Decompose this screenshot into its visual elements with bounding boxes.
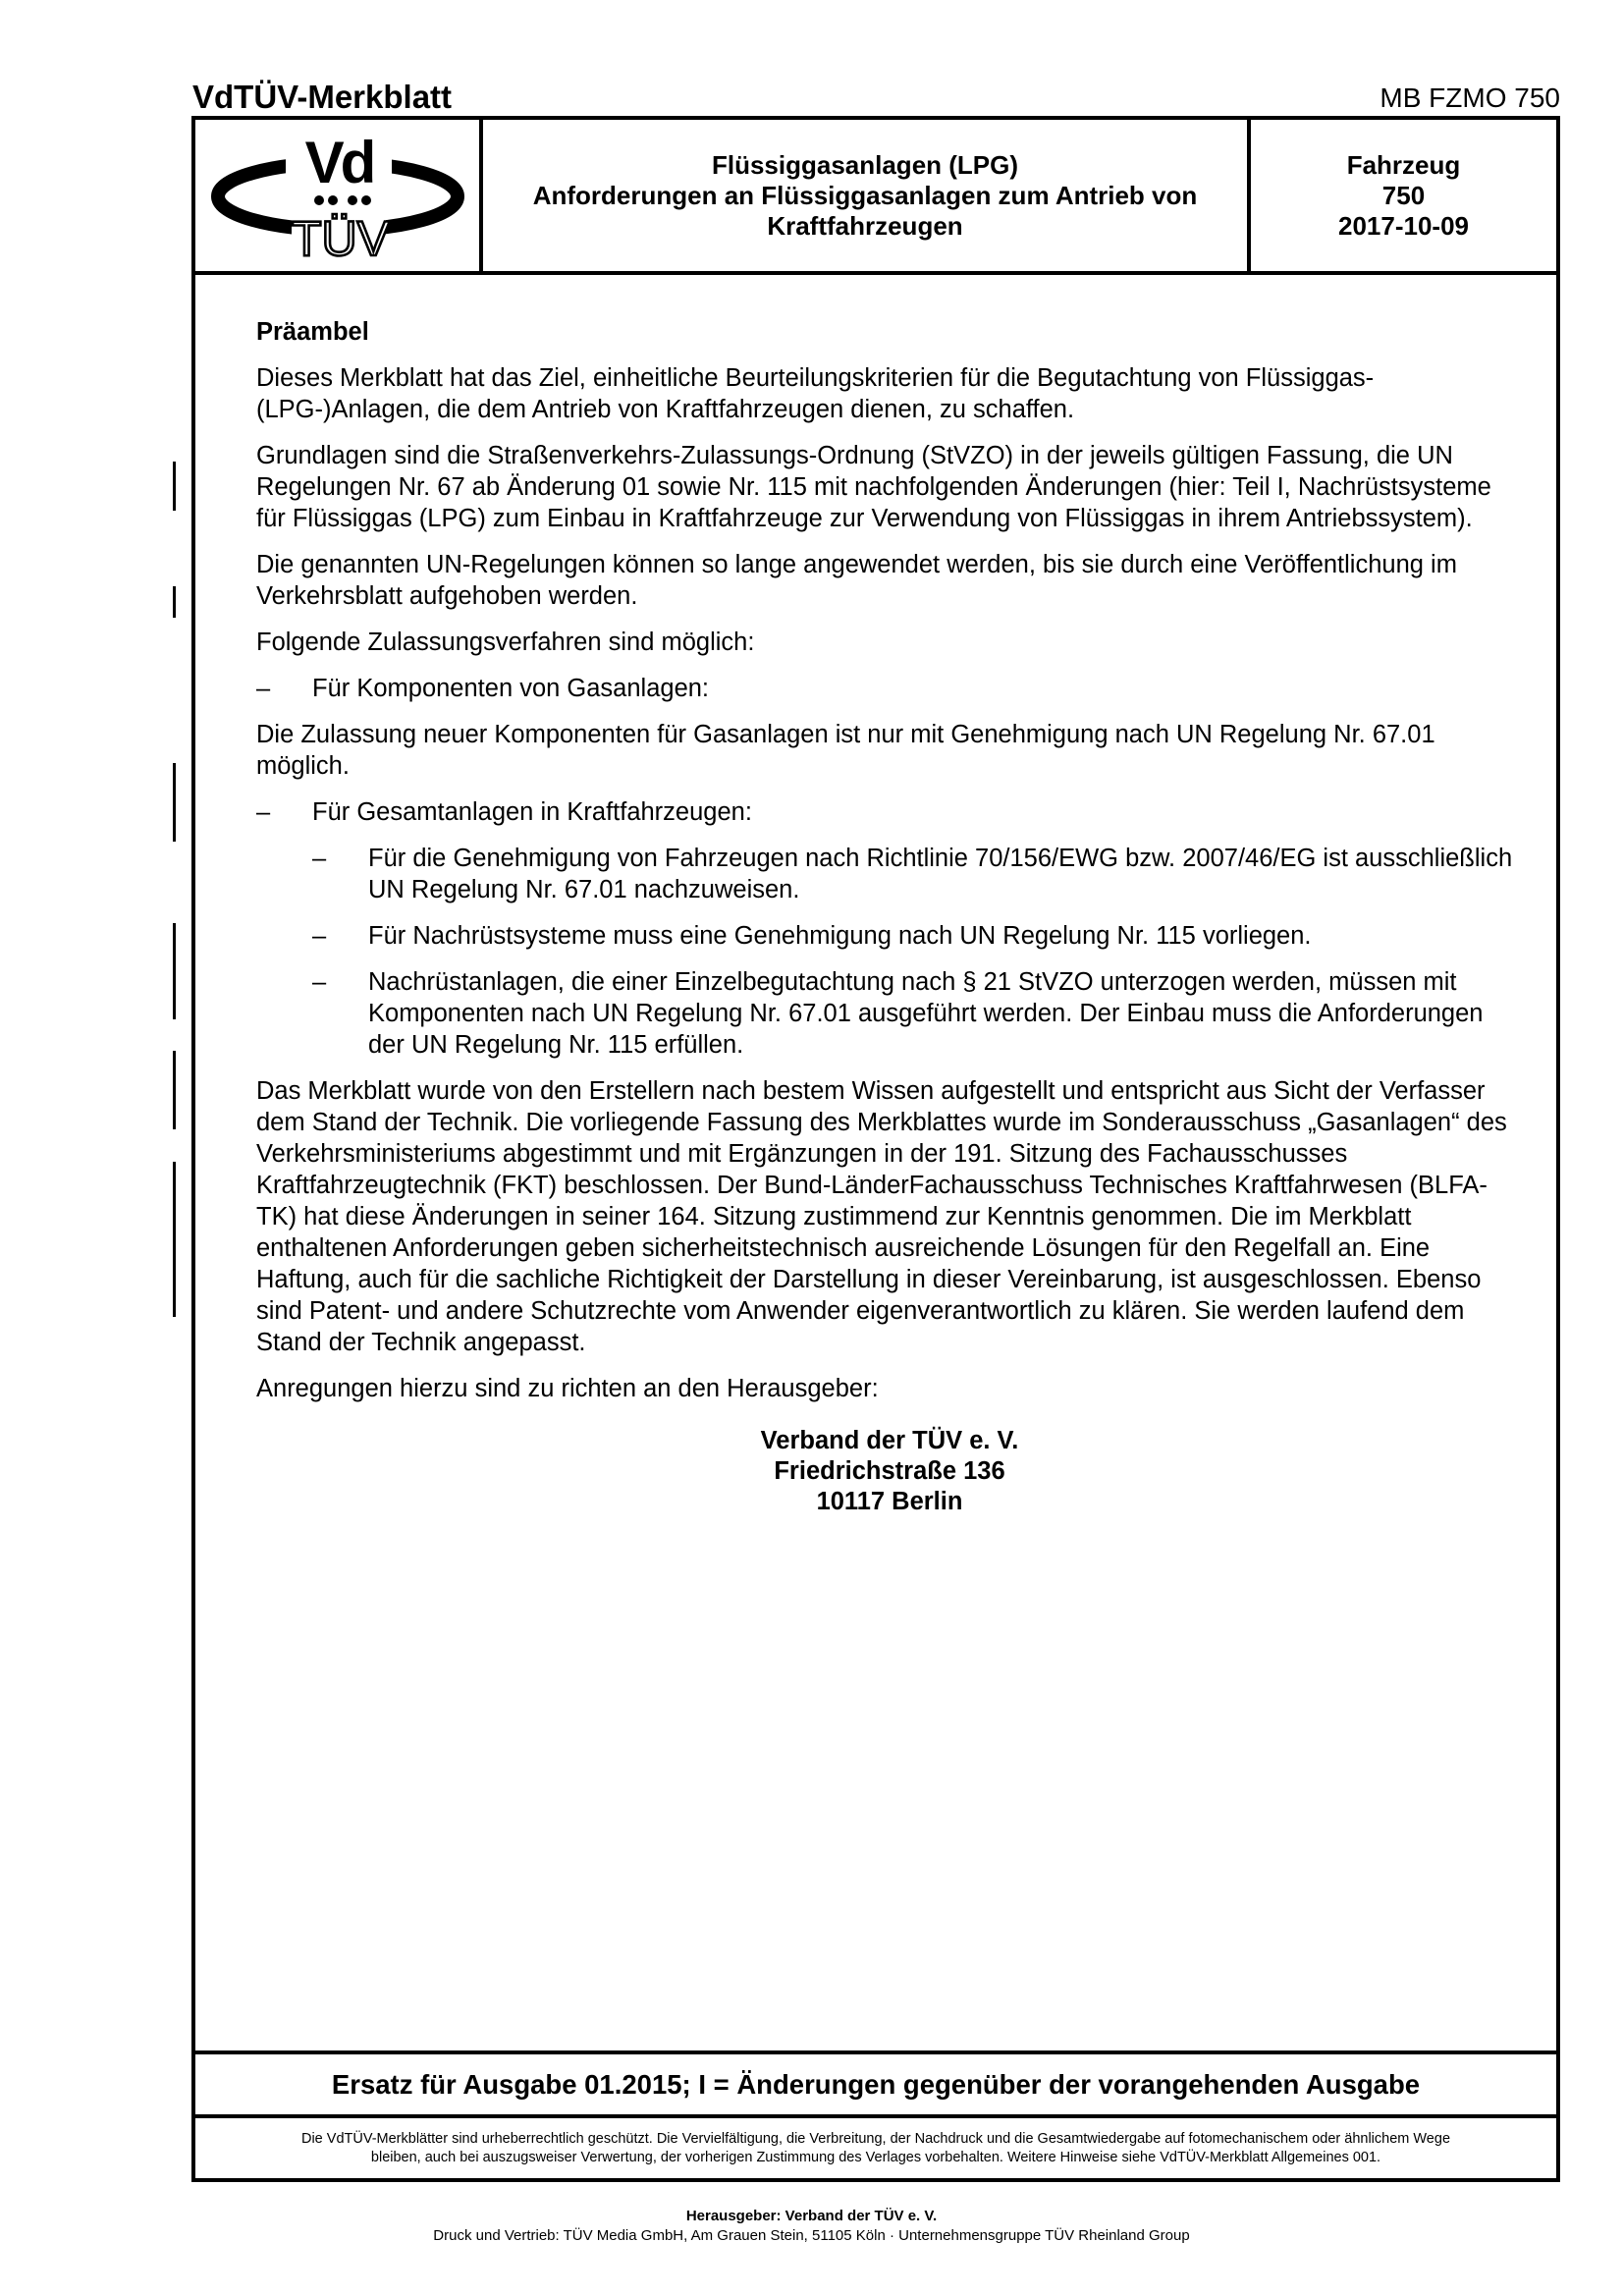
paragraph: Dieses Merkblatt hat das Ziel, einheitliche Beurteilungskriterien für die Begutachtung von Flüssiggas-(LPG-)Anlagen, die dem Antrieb von Kraftfahrzeugen dienen, zu schaffen. <box>256 364 1375 423</box>
document-body <box>256 316 1523 1517</box>
title-line: Anforderungen an Flüssiggasanlagen zum Antrieb von <box>532 180 1198 210</box>
paragraph: Grundlagen sind die Straßenverkehrs-Zulassungs-Ordnung (StVZO) in der jeweils gültigen Fassung, die UN Regelungen Nr. 67 ab Änderung 01 sowie Nr. 115 mit nachfolgenden Änderungen (hier: Teil I, Nachrüstsysteme für Flüssiggas (LPG) zum Einbau in Kraftfahrzeuge zur Verwendung von Flüssiggas in ihrem Antriebssystem). <box>256 442 1491 532</box>
change-bar <box>173 763 176 842</box>
address-line: Friedrichstraße 136 <box>774 1457 1005 1485</box>
paragraph: Die genannten UN-Regelungen können so lange angewendet werden, bis sie durch eine Veröffentlichung im Verkehrsblatt aufgehoben werden. <box>256 551 1457 610</box>
list-dash: – <box>312 845 327 872</box>
header-table <box>195 120 1556 275</box>
document-code: MB FZMO 750 <box>1380 82 1560 113</box>
change-bar <box>173 586 176 618</box>
list-dash: – <box>312 922 327 950</box>
title-line: Kraftfahrzeugen <box>767 210 963 241</box>
change-bar <box>173 1162 176 1317</box>
publisher-address <box>256 1426 1523 1517</box>
publisher-line: Herausgeber: Verband der TÜV e. V. <box>685 2208 938 2224</box>
copyright-line: Die VdTÜV-Merkblätter sind urheberrechtlich geschützt. Die Vervielfältigung, die Verbreitung, der Nachdruck und die Gesamtwiedergabe auf fotomechanischem oder ähnlichem Wege <box>300 2130 1451 2147</box>
section-heading: Präambel <box>256 318 369 346</box>
list-item-text: Für Komponenten von Gasanlagen: <box>312 675 710 702</box>
sub-list-item <box>312 843 1523 905</box>
sub-list-item <box>312 920 1523 952</box>
info-cell <box>1251 120 1556 271</box>
list-dash: – <box>256 798 271 826</box>
list-dash: – <box>256 675 271 702</box>
sub-list-item-text: Nachrüstanlagen, die einer Einzelbegutachtung nach § 21 StVZO unterzogen werden, müssen mit Komponenten nach UN Regelung Nr. 67.01 ausgeführt werden. Der Einbau muss die Anforderungen der UN Regelung Nr. 115 erfüllen. <box>368 968 1484 1059</box>
logo-text-top: Vd <box>304 130 373 195</box>
list-item <box>256 796 1523 828</box>
category-label: Fahrzeug <box>1346 149 1461 180</box>
title-cell <box>483 120 1251 271</box>
document-series-label: VdTÜV-Merkblatt <box>192 79 453 115</box>
sub-list-item-text: Für Nachrüstsysteme muss eine Genehmigung nach UN Regelung Nr. 115 vorliegen. <box>368 922 1312 950</box>
copyright-notice <box>195 2118 1556 2178</box>
replacement-note: Ersatz für Ausgabe 01.2015; I = Änderungen gegenüber der vorangehenden Ausgabe <box>195 2050 1556 2118</box>
logo-cell <box>195 120 483 271</box>
sub-list-item <box>312 966 1523 1061</box>
logo-text-bottom: TÜV <box>292 211 390 266</box>
copyright-line: bleiben, auch bei auszugsweiser Verwertung, der vorherigen Zustimmung des Verlages vorbehalten. Weitere Hinweise siehe VdTÜV-Merkblatt Allgemeines 001. <box>370 2149 1381 2165</box>
list-item <box>256 673 1523 704</box>
list-item-detail: Die Zulassung neuer Komponenten für Gasanlagen ist nur mit Genehmigung nach UN Regelung Nr. 67.01 möglich. <box>256 721 1435 780</box>
distribution-line: Druck und Vertrieb: TÜV Media GmbH, Am Grauen Stein, 51105 Köln · Unternehmensgruppe TÜV Rheinland Group <box>433 2227 1190 2244</box>
sheet-number: 750 <box>1381 180 1426 210</box>
title-line: Flüssiggasanlagen (LPG) <box>711 149 1019 180</box>
paragraph: Anregungen hierzu sind zu richten an den Herausgeber: <box>256 1375 879 1402</box>
document-frame <box>191 116 1560 2182</box>
change-bar <box>173 923 176 1019</box>
change-bar <box>173 1051 176 1129</box>
issue-date: 2017-10-09 <box>1338 210 1469 241</box>
paragraph: Das Merkblatt wurde von den Erstellern nach bestem Wissen aufgestellt und entspricht aus Sicht der Verfasser dem Stand der Technik. Die vorliegende Fassung des Merkblattes wurde im Sonderausschuss „Gasanlagen“ des Verkehrsministeriums abgestimmt und mit Ergänzungen in der 191. Sitzung des Fachausschusses Kraftfahrzeugtechnik (FKT) beschlossen. Der Bund-LänderFachausschuss Technisches Kraftfahrwesen (BLFA-TK) hat diese Änderungen in seiner 164. Sitzung zustimmend zur Kenntnis genommen. Die im Merkblatt enthaltenen Anforderungen geben sicherheitstechnisch ausreichende Lösungen für den Regelfall an. Eine Haftung, auch für die sachliche Richtigkeit der Darstellung in dieser Vereinbarung, ist ausgeschlossen. Ebenso sind Patent- und andere Schutzrechte vom Anwender eigenverantwortlich zu klären. Sie werden laufend dem Stand der Technik angepasst. <box>256 1077 1507 1356</box>
address-line: 10117 Berlin <box>816 1488 963 1515</box>
list-item-text: Für Gesamtanlagen in Kraftfahrzeugen: <box>312 798 752 826</box>
address-line: Verband der TÜV e. V. <box>760 1427 1019 1454</box>
change-bar <box>173 462 176 511</box>
list-dash: – <box>312 968 327 996</box>
vdtuev-logo <box>195 120 479 271</box>
sub-list-item-text: Für die Genehmigung von Fahrzeugen nach Richtlinie 70/156/EWG bzw. 2007/46/EG ist ausschließlich UN Regelung Nr. 67.01 nachzuweisen. <box>368 845 1513 903</box>
paragraph: Folgende Zulassungsverfahren sind möglich: <box>256 629 755 656</box>
